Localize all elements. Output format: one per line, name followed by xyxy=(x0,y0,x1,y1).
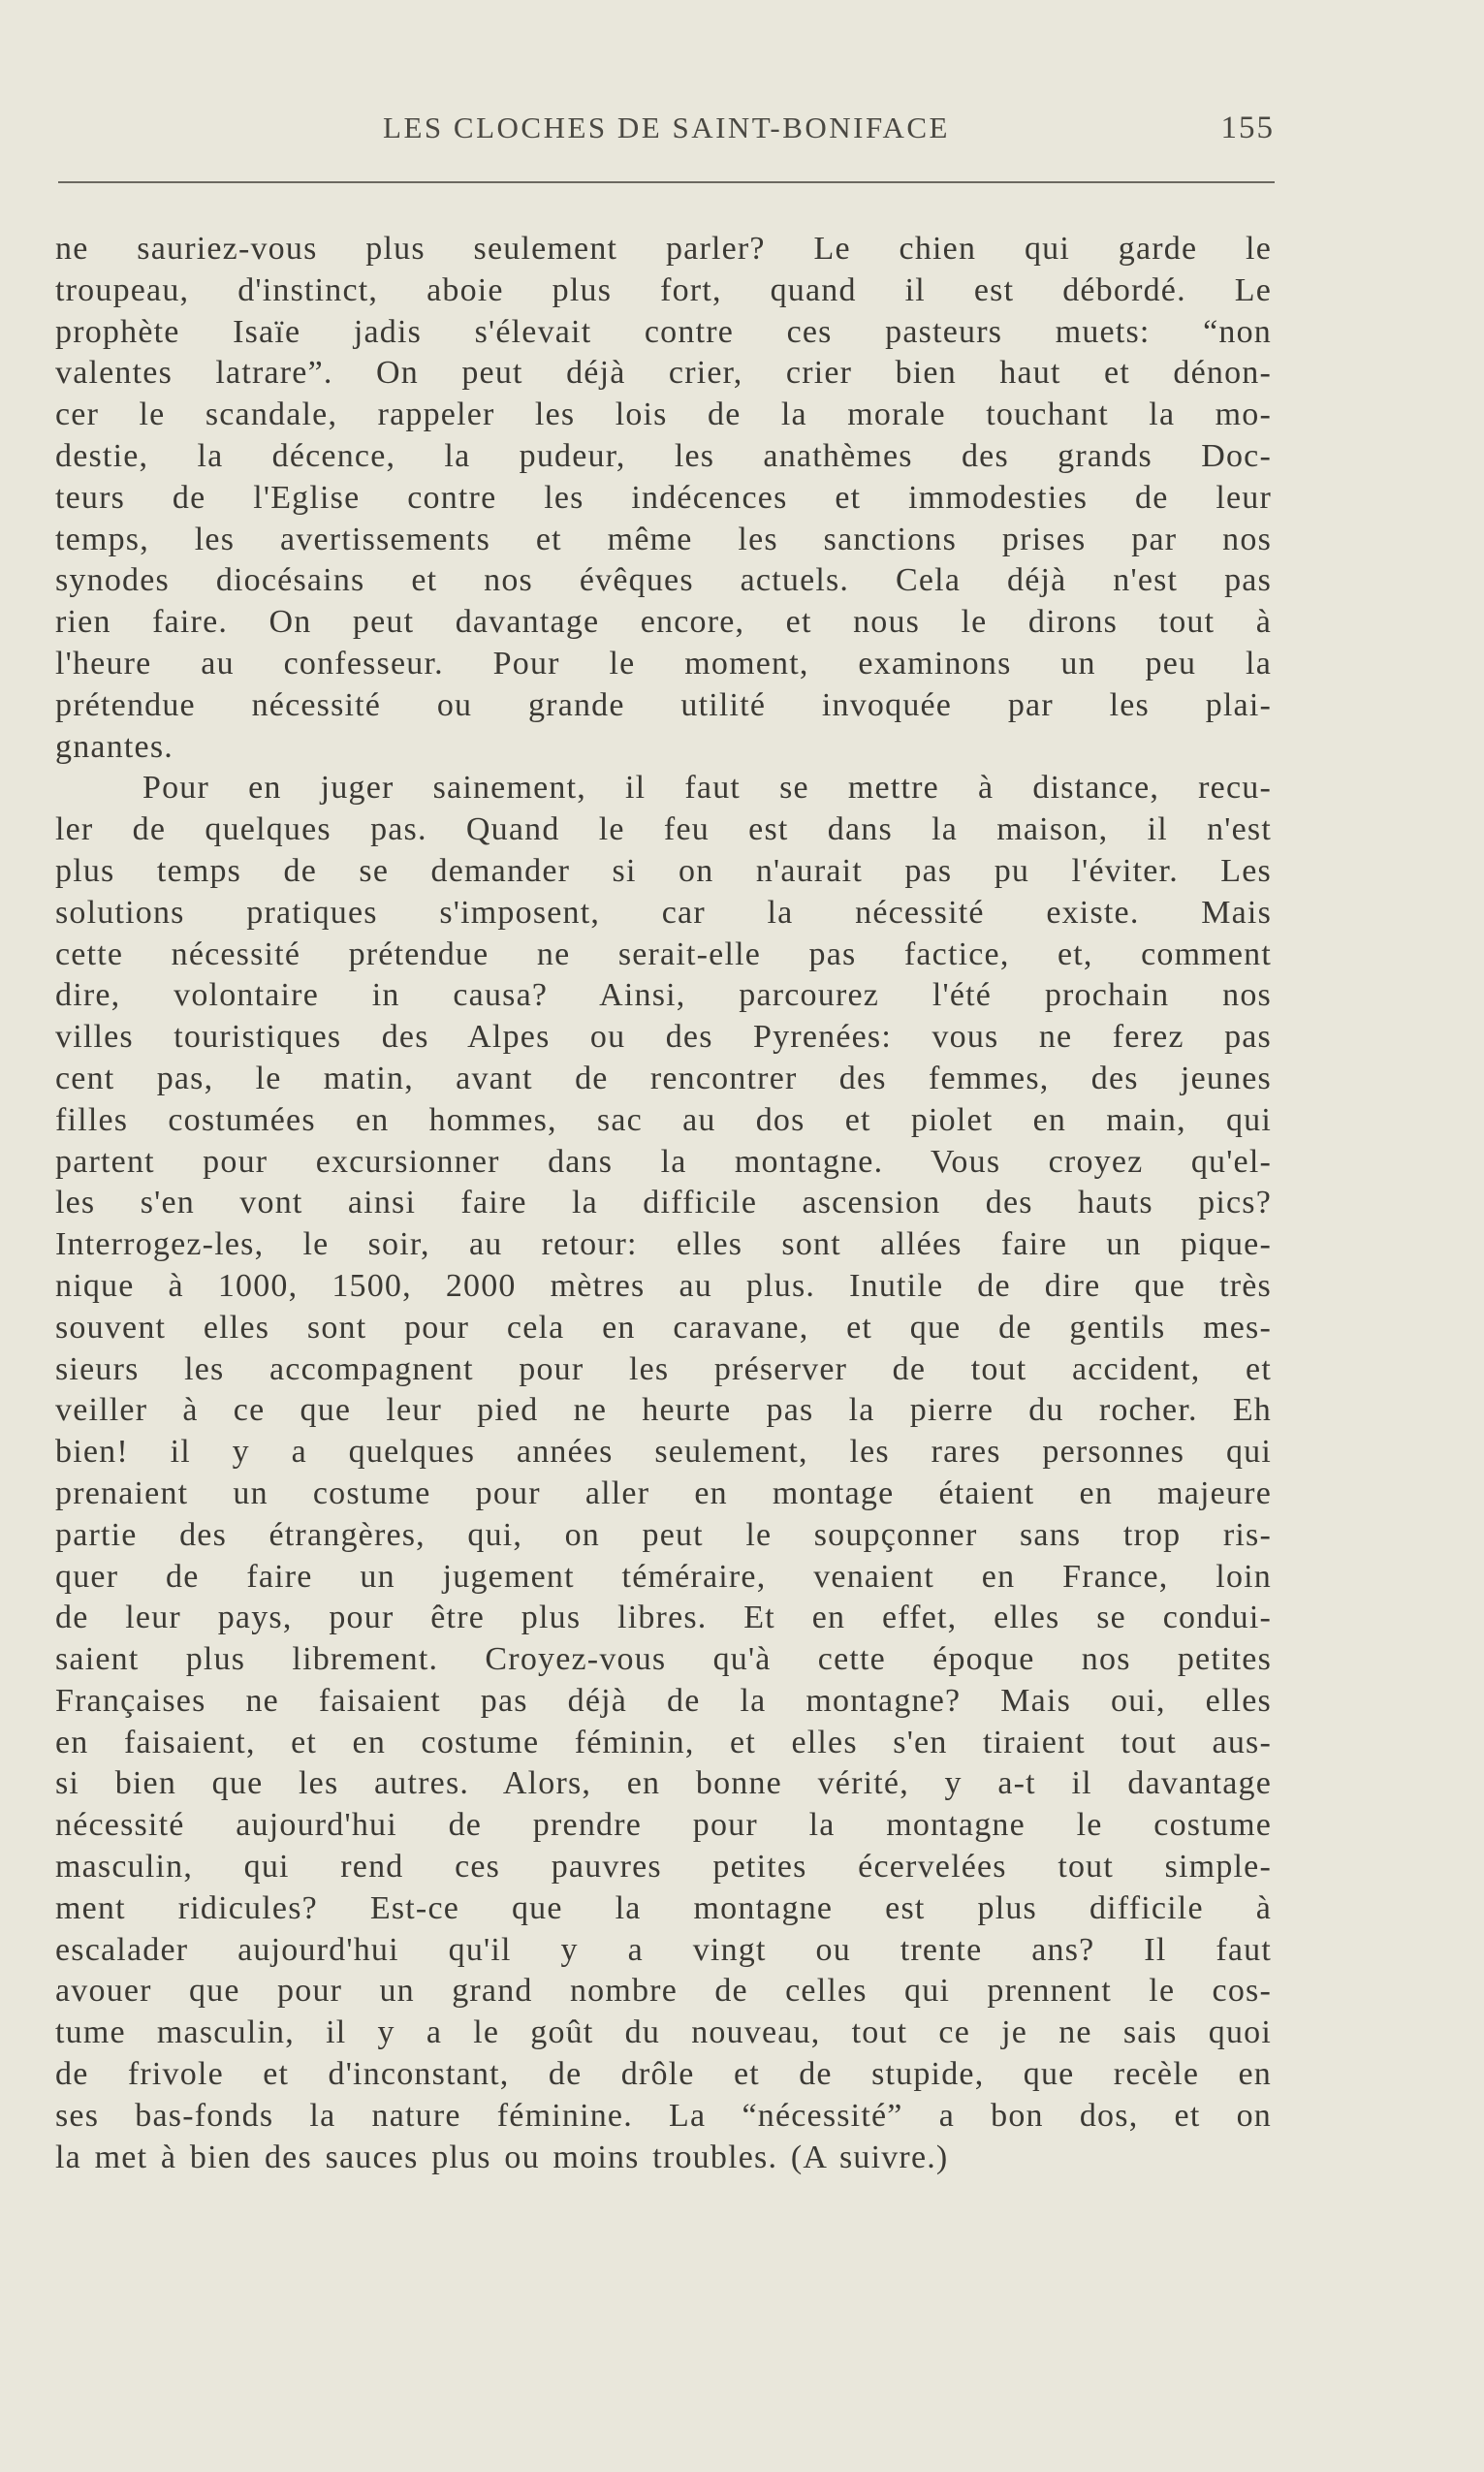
text-line: plus temps de se demander si on n'aurait pas pu l'éviter. Les xyxy=(55,852,1272,889)
text-line: la met à bien des sauces plus ou moins troubles. (A suivre.) xyxy=(55,2139,949,2175)
text-line: teurs de l'Eglise contre les indécences et immodesties de leur xyxy=(55,479,1272,516)
text-line: ses bas-fonds la nature féminine. La “nécessité” a bon dos, et on xyxy=(55,2097,1272,2134)
page-number: 155 xyxy=(1220,111,1275,145)
text-line: nécessité aujourd'hui de prendre pour la montagne le costume xyxy=(55,1807,1272,1844)
text-line: ne sauriez-vous plus seulement parler? Le chien qui garde le xyxy=(55,231,1272,267)
text-line: cette nécessité prétendue ne serait-elle pas factice, et, comment xyxy=(55,935,1272,972)
text-line: troupeau, d'instinct, aboie plus fort, quand il est débordé. Le xyxy=(55,271,1272,308)
page-header xyxy=(58,105,1275,163)
text-line: bien! il y a quelques années seulement, les rares personnes qui xyxy=(55,1434,1272,1471)
text-line: destie, la décence, la pudeur, les anathèmes des grands Doc- xyxy=(55,437,1272,474)
running-title: LES CLOCHES DE SAINT-BONIFACE xyxy=(383,111,950,144)
text-line: partie des étrangères, qui, on peut le soupçonner sans trop ris- xyxy=(55,1516,1272,1553)
text-line: gnantes. xyxy=(55,728,174,765)
text-line: rien faire. On peut davantage encore, et nous le dirons tout à xyxy=(55,604,1272,641)
text-line: prenaient un costume pour aller en montage étaient en majeure xyxy=(55,1474,1272,1511)
text-line: Interrogez-les, le soir, au retour: elles sont allées faire un pique- xyxy=(55,1226,1272,1263)
text-line: cent pas, le matin, avant de rencontrer des femmes, des jeunes xyxy=(55,1060,1272,1096)
text-line: les s'en vont ainsi faire la difficile ascension des hauts pics? xyxy=(55,1185,1272,1221)
text-line: solutions pratiques s'imposent, car la nécessité existe. Mais xyxy=(55,894,1272,931)
text-line: prophète Isaïe jadis s'élevait contre ces pasteurs muets: “non xyxy=(55,313,1272,350)
text-line: sieurs les accompagnent pour les préserver de tout accident, et xyxy=(55,1350,1272,1387)
text-line: tume masculin, il y a le goût du nouveau, tout ce je ne sais quoi xyxy=(55,2014,1272,2051)
text-line: ment ridicules? Est-ce que la montagne est plus difficile à xyxy=(55,1889,1272,1926)
text-line: filles costumées en hommes, sac au dos et piolet en main, qui xyxy=(55,1101,1272,1138)
text-line: saient plus librement. Croyez-vous qu'à cette époque nos petites xyxy=(55,1641,1272,1678)
text-line: masculin, qui rend ces pauvres petites écervelées tout simple- xyxy=(55,1849,1272,1886)
text-line: temps, les avertissements et même les sanctions prises par nos xyxy=(55,521,1272,557)
text-line: villes touristiques des Alpes ou des Pyrenées: vous ne ferez pas xyxy=(55,1019,1272,1056)
text-line: veiller à ce que leur pied ne heurte pas la pierre du rocher. Eh xyxy=(55,1392,1272,1429)
text-line: si bien que les autres. Alors, en bonne vérité, y a-t il davantage xyxy=(55,1765,1272,1802)
text-line: nique à 1000, 1500, 2000 mètres au plus. Inutile de dire que très xyxy=(55,1267,1272,1304)
text-line: Françaises ne faisaient pas déjà de la montagne? Mais oui, elles xyxy=(55,1682,1272,1719)
text-line: de leur pays, pour être plus libres. Et en effet, elles se condui- xyxy=(55,1600,1272,1636)
text-line: souvent elles sont pour cela en caravane, et que de gentils mes- xyxy=(55,1309,1272,1346)
text-line: en faisaient, et en costume féminin, et elles s'en tiraient tout aus- xyxy=(55,1724,1272,1760)
text-line: dire, volontaire in causa? Ainsi, parcourez l'été prochain nos xyxy=(55,977,1272,1014)
text-line: de frivole et d'inconstant, de drôle et de stupide, que recèle en xyxy=(55,2056,1272,2093)
text-line: ler de quelques pas. Quand le feu est dans la maison, il n'est xyxy=(55,811,1272,848)
body-text xyxy=(55,229,1272,2178)
text-line: partent pour excursionner dans la montagne. Vous croyez qu'el- xyxy=(55,1143,1272,1180)
text-line: cer le scandale, rappeler les lois de la morale touchant la mo- xyxy=(55,396,1272,433)
text-line: quer de faire un jugement téméraire, venaient en France, loin xyxy=(55,1558,1272,1595)
text-line: l'heure au confesseur. Pour le moment, examinons un peu la xyxy=(55,645,1272,681)
text-line: avouer que pour un grand nombre de celles qui prennent le cos- xyxy=(55,1973,1272,2010)
text-line: escalader aujourd'hui qu'il y a vingt ou trente ans? Il faut xyxy=(55,1931,1272,1968)
text-line: synodes diocésains et nos évêques actuels. Cela déjà n'est pas xyxy=(55,562,1272,599)
header-rule xyxy=(58,181,1275,183)
text-line: valentes latrare”. On peut déjà crier, crier bien haut et dénon- xyxy=(55,355,1272,392)
text-line: prétendue nécessité ou grande utilité invoquée par les plai- xyxy=(55,686,1272,723)
text-line: Pour en juger sainement, il faut se mettre à distance, recu- xyxy=(142,770,1272,807)
